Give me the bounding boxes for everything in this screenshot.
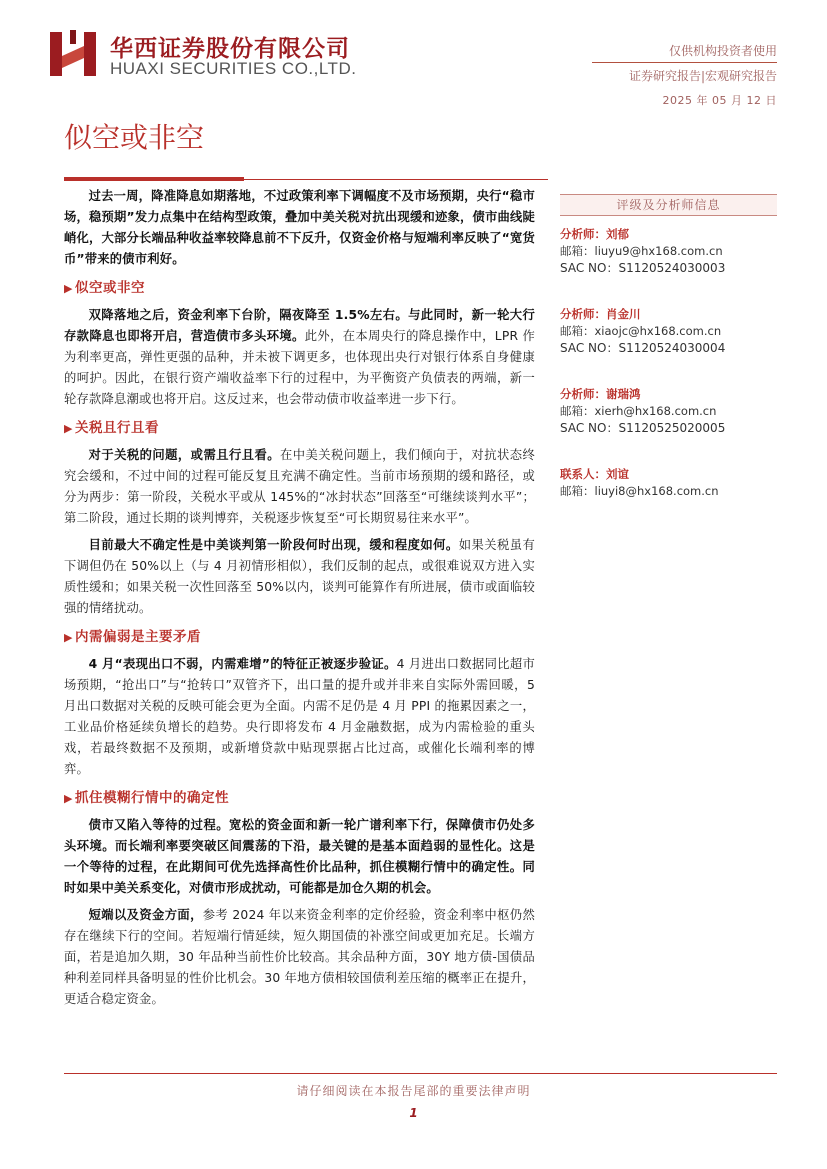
report-date: 2025 年 05 月 12 日: [662, 94, 777, 107]
paragraph-bold-text: 债市又陷入等待的过程。宽松的资金面和新一轮广谱利率下行，保障债市仍处多头环境。而长端利率要突破区间震荡的下沿，最关键的是基本面趋弱的显性化。这是一个等待的过程，在此期间可优先选择高性价比品种，抓住模糊行情中的确定性。同时如果中美关系变化，对债市形成扰动，可能都是加仓久期的机会。: [64, 818, 535, 895]
analyst-sac-number: SAC NO：S1120524030004: [560, 341, 726, 355]
triangle-bullet-icon: ▶: [64, 282, 73, 295]
analyst-email[interactable]: 邮箱：liuyu9@hx168.com.cn: [560, 244, 723, 258]
analyst-name: 分析师：谢瑞鸿: [560, 387, 641, 401]
paragraph-text: 在中美关税问题上，我们倾向于，对抗状态终究会缓和，不过中间的过程可能反复且充满不确定性。当前市场预期的缓和路径，或分为两步：第一阶段，关税水平或从 145%的“冰封状态”回落至“可继续谈判水平”；第二阶段，通过长期的谈判博弈，关税逐步恢复至“可长期贸易往来水平”。: [64, 448, 535, 525]
body-paragraph: [64, 905, 535, 1010]
analyst-card: [560, 386, 777, 437]
paragraph-text: 4 月进出口数据同比超市场预期，“抢出口”与“抢转口”双管齐下，出口量的提升或并非来自实际外需回暖，5 月出口数据对关税的反映可能会更为全面。内需不足仍是 4 月 PPI 的拖累因素之一，工业品价格延续负增长的趋势。央行即将发布 4 月金融数据，成为内需检验的重头戏，若最终数据不及预期，或新增贷款中贴现票据占比过高，或催化长端利率的博弈。: [64, 657, 535, 776]
body-paragraph: [64, 535, 535, 619]
section-heading-text: 关税且行且看: [74, 420, 159, 436]
lead-text: 过去一周，降准降息如期落地，不过政策利率下调幅度不及市场预期，央行“稳市场，稳预期”发力点集中在结构型政策，叠加中美关税对抗出现缓和迹象，债市曲线陡峭化，大部分长端品种收益率较降息前不下反升，仅资金价格与短端利率反映了“宽货币”带来的债市利好。: [64, 189, 535, 266]
section-heading: [64, 627, 535, 648]
analyst-name: 联系人：刘谊: [560, 467, 629, 481]
paragraph-text: 如果关税虽有下调但仍在 50%以上（与 4 月初情形相似），我们反制的起点，或很难说双方进入实质性缓和；如果关税一次性回落至 50%以内，谈判可能算作有所进展，债市或面临较强的情绪扰动。: [64, 538, 535, 615]
analyst-name: 分析师：肖金川: [560, 307, 641, 321]
body-paragraph: [64, 815, 535, 899]
section-heading: [64, 278, 535, 299]
section-heading-text: 内需偏弱是主要矛盾: [74, 629, 201, 645]
analyst-email[interactable]: 邮箱：xiaojc@hx168.com.cn: [560, 324, 722, 338]
legal-notice: 请仔细阅读在本报告尾部的重要法律声明: [296, 1084, 531, 1098]
company-logo: [50, 30, 102, 78]
company-name-en: HUAXI SECURITIES CO.,LTD.: [110, 59, 357, 78]
analyst-sidebar: [560, 194, 777, 500]
analyst-card: [560, 466, 777, 500]
section-heading-text: 抓住模糊行情中的确定性: [74, 790, 229, 806]
paragraph-text: 参考 2024 年以来资金利率的定价经验，资金利率中枢仍然存在继续下行的空间。若短端行情延续，短久期国债的补涨空间或更加充足。长端方面，若是追加久期，30 年品种当前性价比较高。其余品种方面，30Y 地方债-国债品种利差同样具备明显的性价比机会。30 年地方债相较国债利差压缩的概率正在提升，更适合稳定资金。: [64, 908, 535, 1006]
analyst-sac-number: SAC NO：S1120525020005: [560, 421, 726, 435]
paragraph-bold-text: 对于关税的问题，或需且行且看。: [88, 448, 281, 462]
sections: [64, 278, 535, 1010]
section-heading: [64, 788, 535, 809]
main-content: [64, 186, 535, 1016]
paragraph-bold-text: 双降落地之后，资金利率下台阶，隔夜降至 1.5%左右。与此同时，新一轮大行存款降息也即将开启，营造债市多头环境。: [64, 308, 535, 343]
report-title: 似空或非空: [64, 121, 205, 154]
analyst-card: [560, 226, 777, 277]
paragraph-bold-text: 4 月“表现出口不弱，内需难增”的特征正被逐步验证。: [88, 657, 397, 671]
triangle-bullet-icon: ▶: [64, 422, 73, 435]
header-divider: [592, 62, 777, 63]
analyst-email[interactable]: 邮箱：xierh@hx168.com.cn: [560, 404, 717, 418]
body-paragraph: [64, 305, 535, 410]
audience-note: 仅供机构投资者使用: [668, 44, 777, 58]
company-name-cn: 华西证券股份有限公司: [110, 35, 350, 62]
paragraph-bold-text: 短端以及资金方面，: [88, 908, 203, 922]
analyst-card: [560, 306, 777, 357]
triangle-bullet-icon: ▶: [64, 631, 73, 644]
footer-divider: [64, 1073, 777, 1074]
analyst-name: 分析师：刘郁: [560, 227, 629, 241]
title-underline-thin: [244, 179, 548, 180]
sidebar-heading: 评级及分析师信息: [560, 194, 777, 216]
section-heading: [64, 418, 535, 439]
triangle-bullet-icon: ▶: [64, 792, 73, 805]
analyst-email[interactable]: 邮箱：liuyi8@hx168.com.cn: [560, 484, 719, 498]
paragraph-bold-text: 目前最大不确定性是中美谈判第一阶段何时出现，缓和程度如何。: [88, 538, 459, 552]
body-paragraph: [64, 445, 535, 529]
page-number: 1: [409, 1106, 418, 1120]
analyst-list: [560, 226, 777, 500]
lead-paragraph: [64, 186, 535, 270]
paragraph-text: 此外，在本周央行的降息操作中，LPR 作为利率更高，弹性更强的品种，并未被下调更多，也体现出央行对银行体系自身健康的呵护。因此，在银行资产端收益率下行的过程中，为平衡资产负债表的两端，新一轮存款降息潮或也将开启。这反过来，也会带动债市收益率进一步下行。: [64, 329, 535, 406]
body-paragraph: [64, 654, 535, 780]
analyst-sac-number: SAC NO：S1120524030003: [560, 261, 726, 275]
title-underline-thick: [64, 177, 244, 181]
report-type: 证券研究报告|宏观研究报告: [628, 69, 777, 83]
section-heading-text: 似空或非空: [74, 280, 145, 296]
